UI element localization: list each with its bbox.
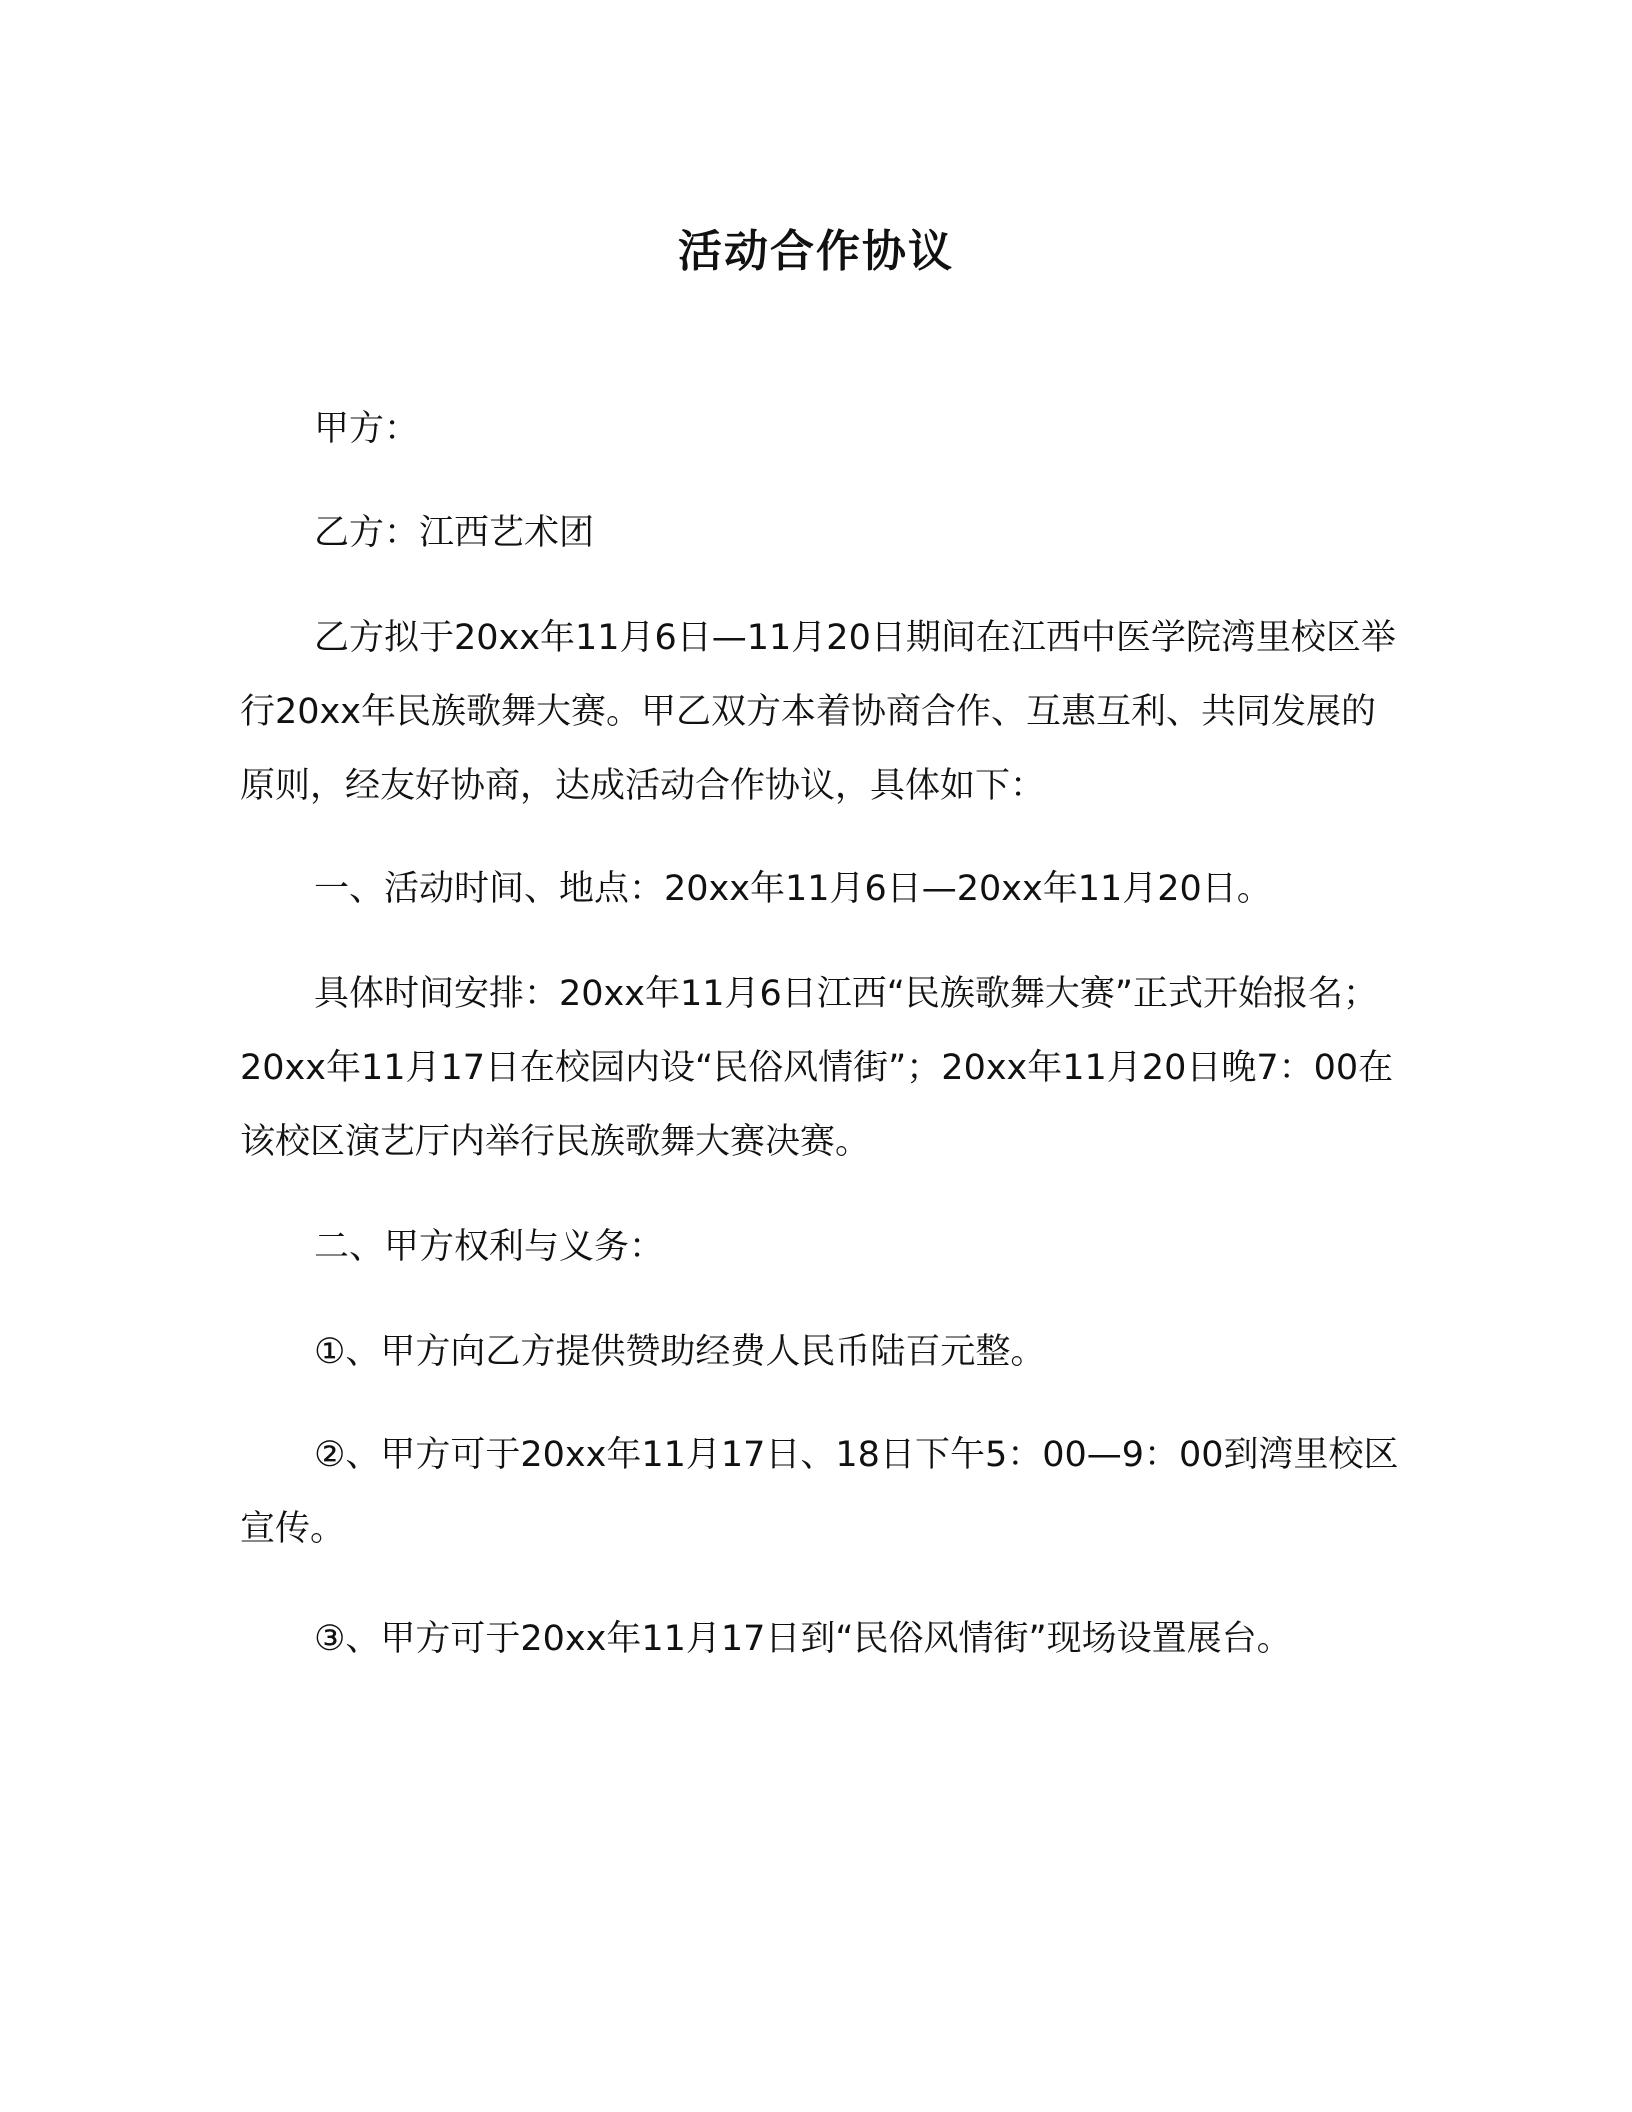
intro-paragraph: 乙方拟于20xx年11月6日—11月20日期间在江西中医学院湾里校区举行20xx年民族歌舞大赛。甲乙双方本着协商合作、互惠互利、共同发展的原则，经友好协商，达成活动合作协议，具体如下： bbox=[240, 618, 1396, 806]
schedule-paragraph: 具体时间安排：20xx年11月6日江西“民族歌舞大赛”正式开始报名；20xx年11月17日在校园内设“民俗风情街”；20xx年11月20日晚7：00在该校区演艺厅内举行民族歌舞大赛决赛。 bbox=[240, 974, 1394, 1162]
section1-heading: 一、活动时间、地点：20xx年11月6日—20xx年11月20日。 bbox=[314, 869, 1272, 909]
right-item-3: ③、甲方可于20xx年11月17日到“民俗风情街”现场设置展台。 bbox=[314, 1619, 1292, 1659]
party-a-label: 甲方： bbox=[314, 409, 420, 449]
right-item-2: ②、甲方可于20xx年11月17日、18日下午5：00—9：00到湾里校区宣传。 bbox=[240, 1435, 1399, 1549]
right-item-1: ①、甲方向乙方提供赞助经费人民币陆百元整。 bbox=[314, 1332, 1046, 1372]
party-b-line: 乙方：江西艺术团 bbox=[314, 513, 595, 553]
section2-heading: 二、甲方权利与义务： bbox=[314, 1227, 665, 1267]
document-title: 活动合作协议 bbox=[678, 226, 954, 277]
